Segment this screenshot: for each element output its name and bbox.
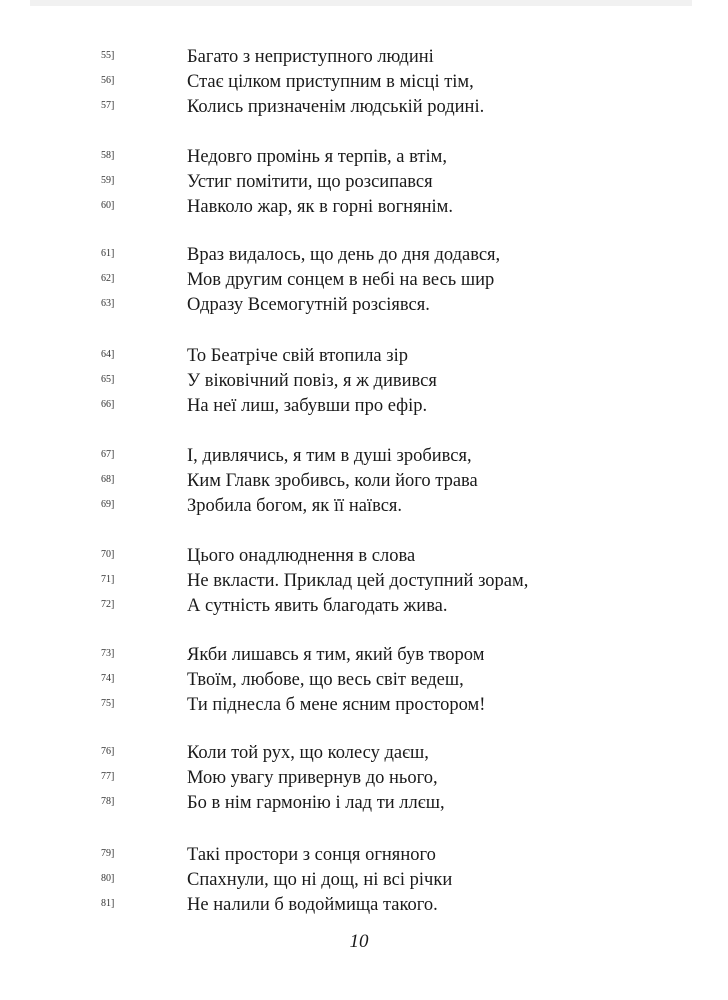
page-top-edge — [30, 0, 692, 6]
verse-text: Цього онадлюднення в слова — [187, 546, 416, 566]
stanza — [0, 145, 728, 220]
verse-line — [0, 243, 728, 268]
verse-text: Враз видалось, що день до дня додався, — [187, 245, 501, 265]
line-number: 60] — [101, 200, 115, 211]
verse-line — [0, 594, 728, 619]
stanza — [0, 444, 728, 519]
line-number: 66] — [101, 399, 115, 410]
verse-text: Мов другим сонцем в небі на весь шир — [187, 270, 495, 290]
stanza — [0, 544, 728, 619]
verse-line — [0, 766, 728, 791]
line-number: 80] — [101, 873, 115, 884]
verse-text: А сутність явить благодать жива. — [187, 596, 448, 616]
verse-line — [0, 145, 728, 170]
stanza — [0, 45, 728, 120]
verse-line — [0, 369, 728, 394]
verse-text: На неї лиш, забувши про ефір. — [187, 396, 428, 416]
stanza — [0, 643, 728, 718]
line-number: 62] — [101, 273, 115, 284]
verse-text: Мою увагу привернув до нього, — [187, 768, 438, 788]
stanza — [0, 843, 728, 918]
verse-text: Стає цілком приступним в місці тім, — [187, 72, 474, 92]
line-number: 73] — [101, 648, 115, 659]
verse-text: Не налили б водоймища такого. — [187, 895, 438, 915]
line-number: 76] — [101, 746, 115, 757]
line-number: 72] — [101, 599, 115, 610]
verse-line — [0, 95, 728, 120]
line-number: 70] — [101, 549, 115, 560]
line-number: 78] — [101, 796, 115, 807]
verse-line — [0, 394, 728, 419]
verse-text: Багато з неприступного людині — [187, 47, 434, 67]
stanza — [0, 741, 728, 816]
verse-line — [0, 668, 728, 693]
line-number: 81] — [101, 898, 115, 909]
line-number: 64] — [101, 349, 115, 360]
verse-text: Колись призначенім людській родині. — [187, 97, 485, 117]
verse-text: Твоїм, любове, що весь світ ведеш, — [187, 670, 464, 690]
line-number: 55] — [101, 50, 115, 61]
verse-line — [0, 469, 728, 494]
line-number: 58] — [101, 150, 115, 161]
verse-text: Ти піднесла б мене ясним простором! — [187, 695, 486, 715]
line-number: 77] — [101, 771, 115, 782]
verse-text: І, дивлячись, я тим в душі зробився, — [187, 446, 472, 466]
line-number: 79] — [101, 848, 115, 859]
line-number: 63] — [101, 298, 115, 309]
verse-line — [0, 70, 728, 95]
verse-line — [0, 693, 728, 718]
verse-text: То Беатріче свій втопила зір — [187, 346, 408, 366]
verse-text: Такі простори з сонця огняного — [187, 845, 436, 865]
verse-text: Не вкласти. Приклад цей доступний зорам, — [187, 571, 529, 591]
line-number: 61] — [101, 248, 115, 259]
verse-line — [0, 791, 728, 816]
verse-line — [0, 170, 728, 195]
line-number: 65] — [101, 374, 115, 385]
line-number: 74] — [101, 673, 115, 684]
verse-line — [0, 45, 728, 70]
verse-text: Бо в нім гармонію і лад ти ллєш, — [187, 793, 445, 813]
verse-text: Зробила богом, як її наївся. — [187, 496, 403, 516]
verse-text: У віковічний повіз, я ж дивився — [187, 371, 437, 391]
verse-line — [0, 843, 728, 868]
verse-line — [0, 195, 728, 220]
verse-text: Спахнули, що ні дощ, ні всі річки — [187, 870, 453, 890]
line-number: 57] — [101, 100, 115, 111]
verse-line — [0, 268, 728, 293]
verse-line — [0, 741, 728, 766]
verse-line — [0, 569, 728, 594]
verse-line — [0, 494, 728, 519]
verse-line — [0, 893, 728, 918]
line-number: 59] — [101, 175, 115, 186]
verse-text: Устиг помітити, що розсипався — [187, 172, 433, 192]
page-number: 10 — [349, 931, 369, 952]
line-number: 75] — [101, 698, 115, 709]
verse-text: Якби лишавсь я тим, який був твором — [187, 645, 485, 665]
line-number: 71] — [101, 574, 115, 585]
stanza — [0, 243, 728, 318]
line-number: 69] — [101, 499, 115, 510]
verse-line — [0, 293, 728, 318]
line-number: 67] — [101, 449, 115, 460]
verse-line — [0, 868, 728, 893]
verse-line — [0, 544, 728, 569]
verse-text: Навколо жар, як в горні вогнянім. — [187, 197, 453, 217]
verse-line — [0, 643, 728, 668]
line-number: 56] — [101, 75, 115, 86]
verse-text: Недовго промінь я терпів, а втім, — [187, 147, 447, 167]
verse-text: Одразу Всемогутній розсіявся. — [187, 295, 430, 315]
verse-text: Коли той рух, що колесу даєш, — [187, 743, 429, 763]
verse-line — [0, 344, 728, 369]
stanza — [0, 344, 728, 419]
verse-line — [0, 444, 728, 469]
line-number: 68] — [101, 474, 115, 485]
verse-text: Ким Главк зробивсь, коли його трава — [187, 471, 478, 491]
